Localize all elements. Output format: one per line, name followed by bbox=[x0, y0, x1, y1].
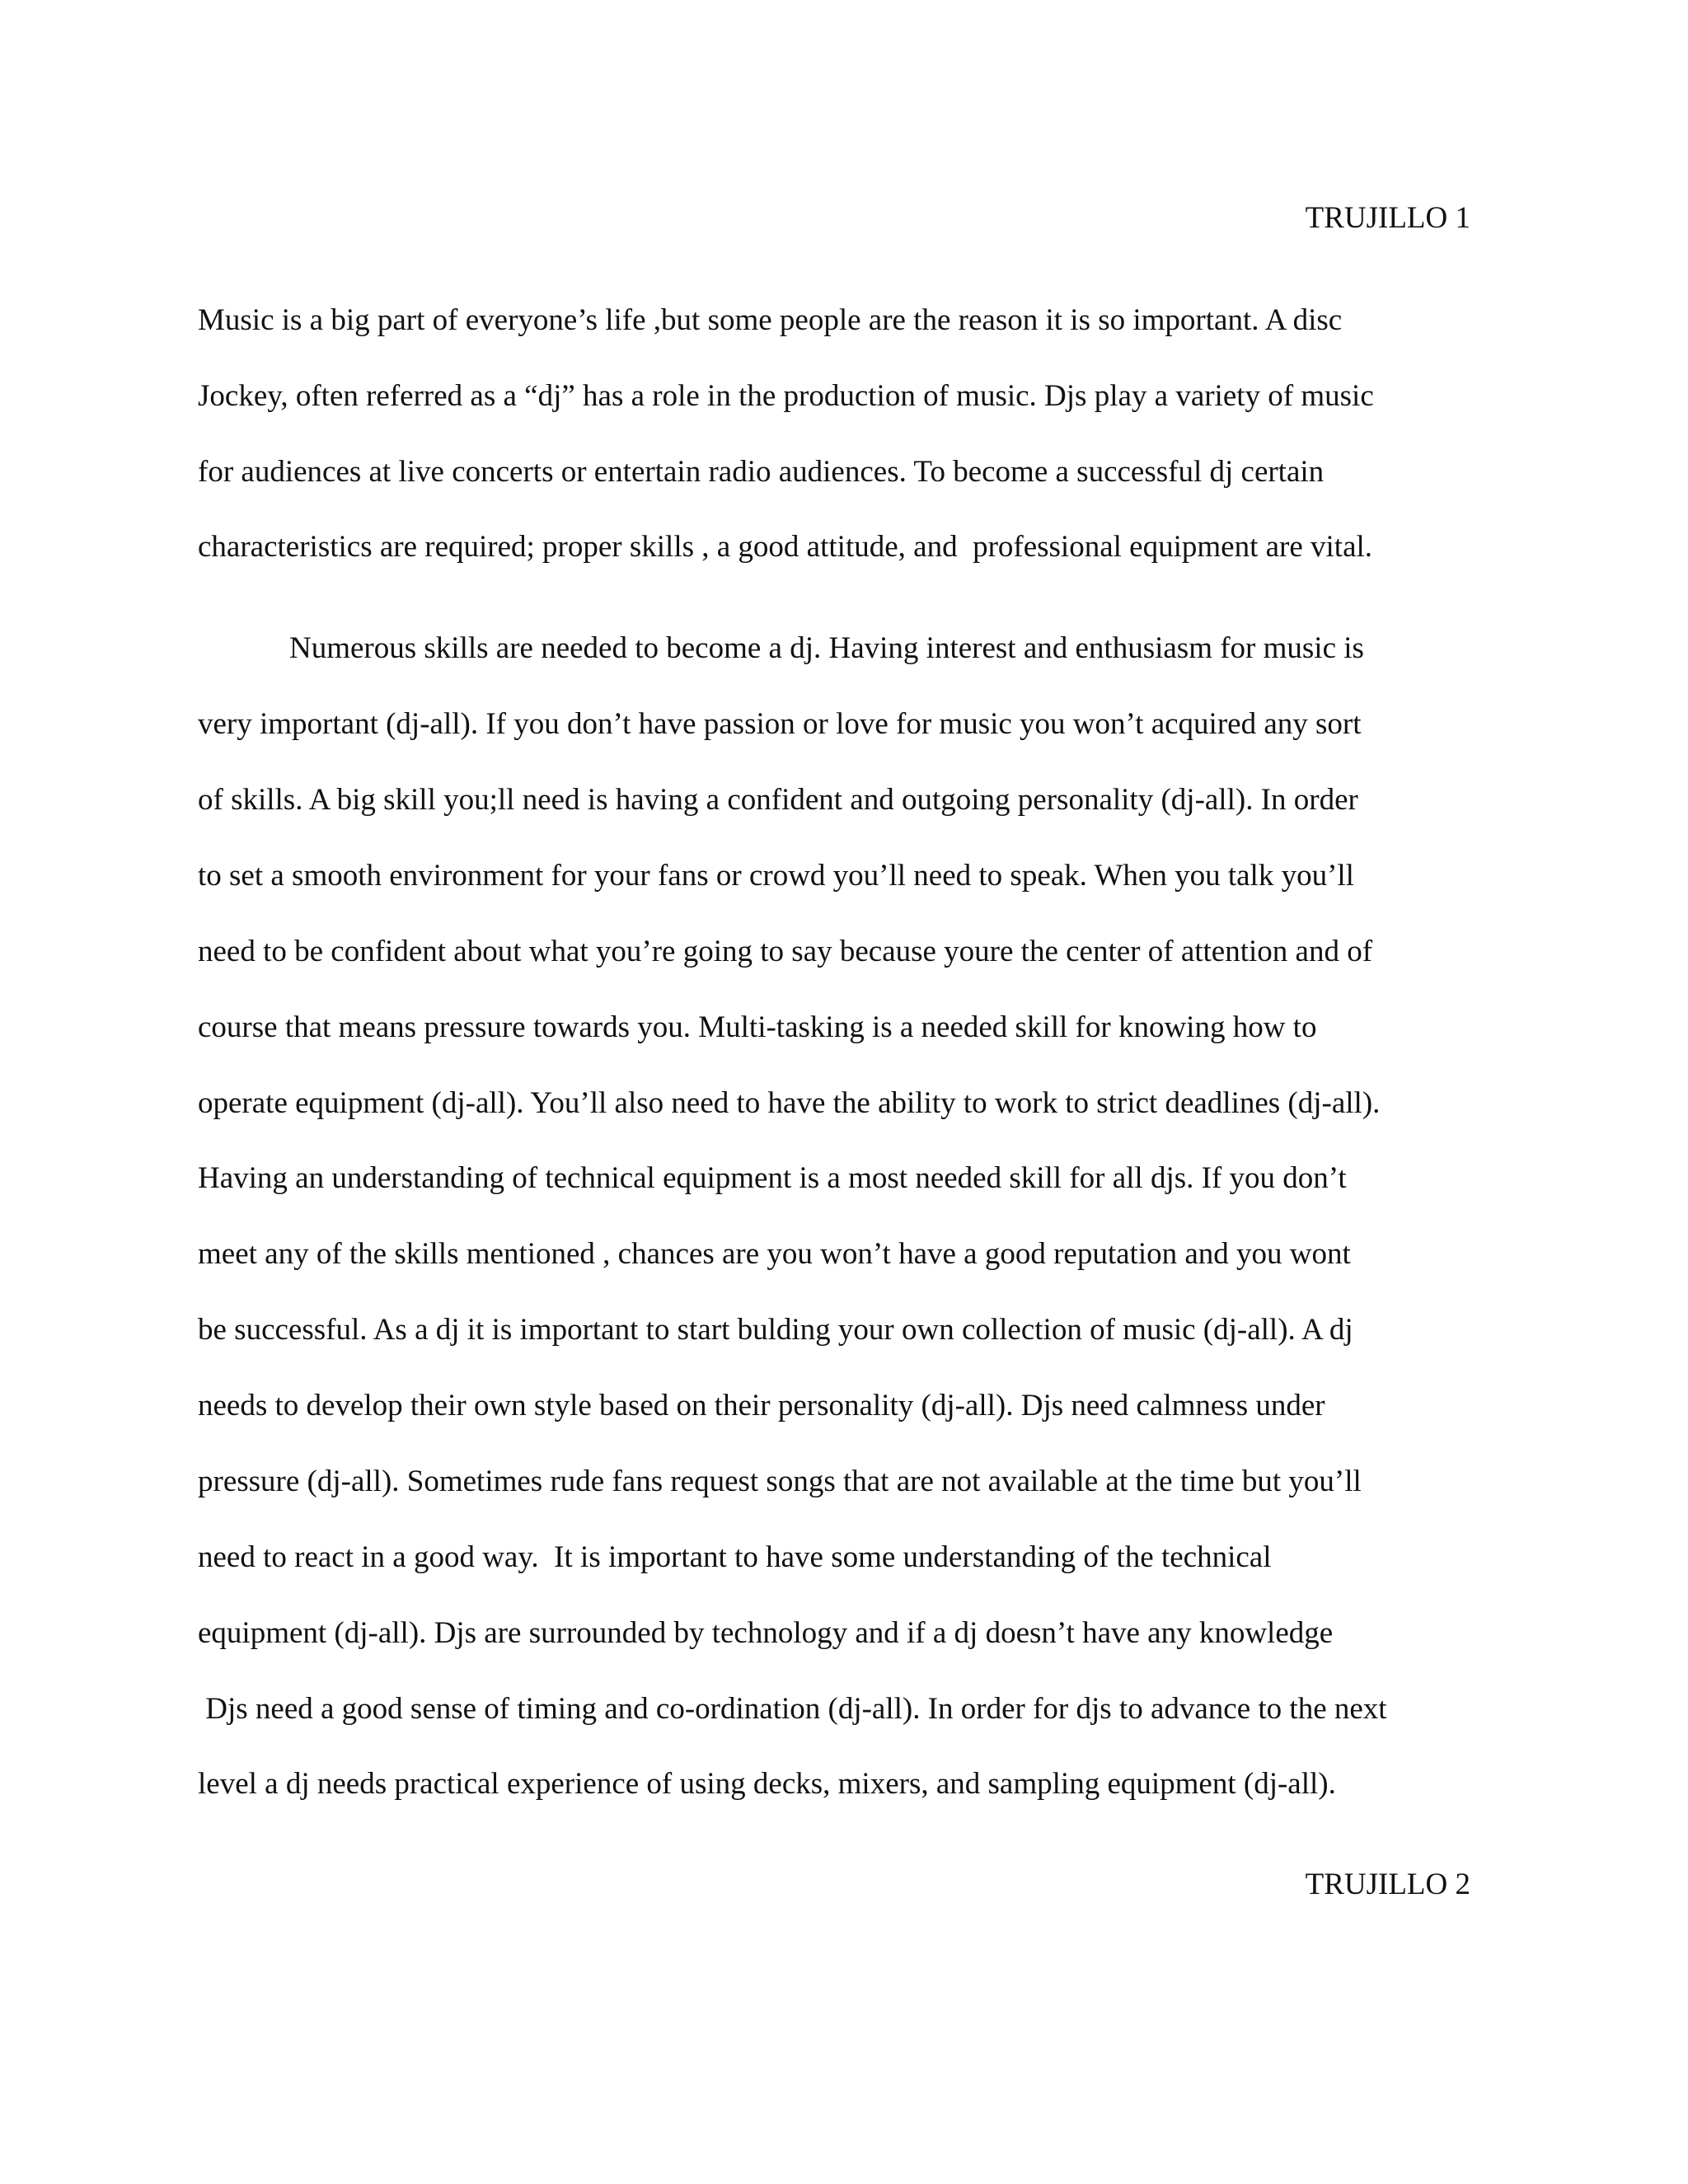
text-line: for audiences at live concerts or entertain radio audiences. To become a successful dj certain bbox=[198, 455, 1325, 489]
text-line: Having an understanding of technical equipment is a most needed skill for all djs. If you don’t bbox=[198, 1161, 1347, 1195]
page-header-1: TRUJILLO 1 bbox=[1305, 201, 1470, 235]
text-line: very important (dj-all). If you don’t have passion or love for music you won’t acquired any sort bbox=[198, 707, 1362, 741]
text-line: needs to develop their own style based on their personality (dj-all). Djs need calmness under bbox=[198, 1389, 1325, 1422]
text-line: Djs need a good sense of timing and co-ordination (dj-all). In order for djs to advance to the next bbox=[198, 1692, 1387, 1726]
text-line: equipment (dj-all). Djs are surrounded by technology and if a dj doesn’t have any knowledge bbox=[198, 1616, 1334, 1650]
text-line: level a dj needs practical experience of using decks, mixers, and sampling equipment (dj-all). bbox=[198, 1767, 1336, 1801]
text-line: meet any of the skills mentioned , chances are you won’t have a good reputation and you wont bbox=[198, 1237, 1351, 1271]
text-line: of skills. A big skill you;ll need is having a confident and outgoing personality (dj-all). In order bbox=[198, 783, 1358, 817]
text-line: Jockey, often referred as a “dj” has a role in the production of music. Djs play a variety of music bbox=[198, 379, 1374, 413]
text-line: Music is a big part of everyone’s life ,but some people are the reason it is so important. A disc bbox=[198, 303, 1343, 337]
text-line: Numerous skills are needed to become a dj. Having interest and enthusiasm for music is bbox=[198, 631, 1364, 665]
text-line: be successful. As a dj it is important to start bulding your own collection of music (dj-all). A dj bbox=[198, 1313, 1353, 1347]
page-header-2: TRUJILLO 2 bbox=[1305, 1868, 1470, 1901]
text-line: operate equipment (dj-all). You’ll also need to have the ability to work to strict deadlines (dj-all). bbox=[198, 1086, 1381, 1120]
text-line: course that means pressure towards you. Multi-tasking is a needed skill for knowing how to bbox=[198, 1010, 1317, 1044]
text-line: need to be confident about what you’re going to say because youre the center of attention and of bbox=[198, 935, 1373, 968]
text-line: pressure (dj-all). Sometimes rude fans request songs that are not available at the time but you’ll bbox=[198, 1465, 1362, 1498]
text-line: to set a smooth environment for your fans or crowd you’ll need to speak. When you talk you’ll bbox=[198, 859, 1354, 893]
text-line: characteristics are required; proper skills , a good attitude, and professional equipment are vital. bbox=[198, 530, 1373, 564]
text-line: need to react in a good way. It is important to have some understanding of the technical bbox=[198, 1540, 1272, 1574]
